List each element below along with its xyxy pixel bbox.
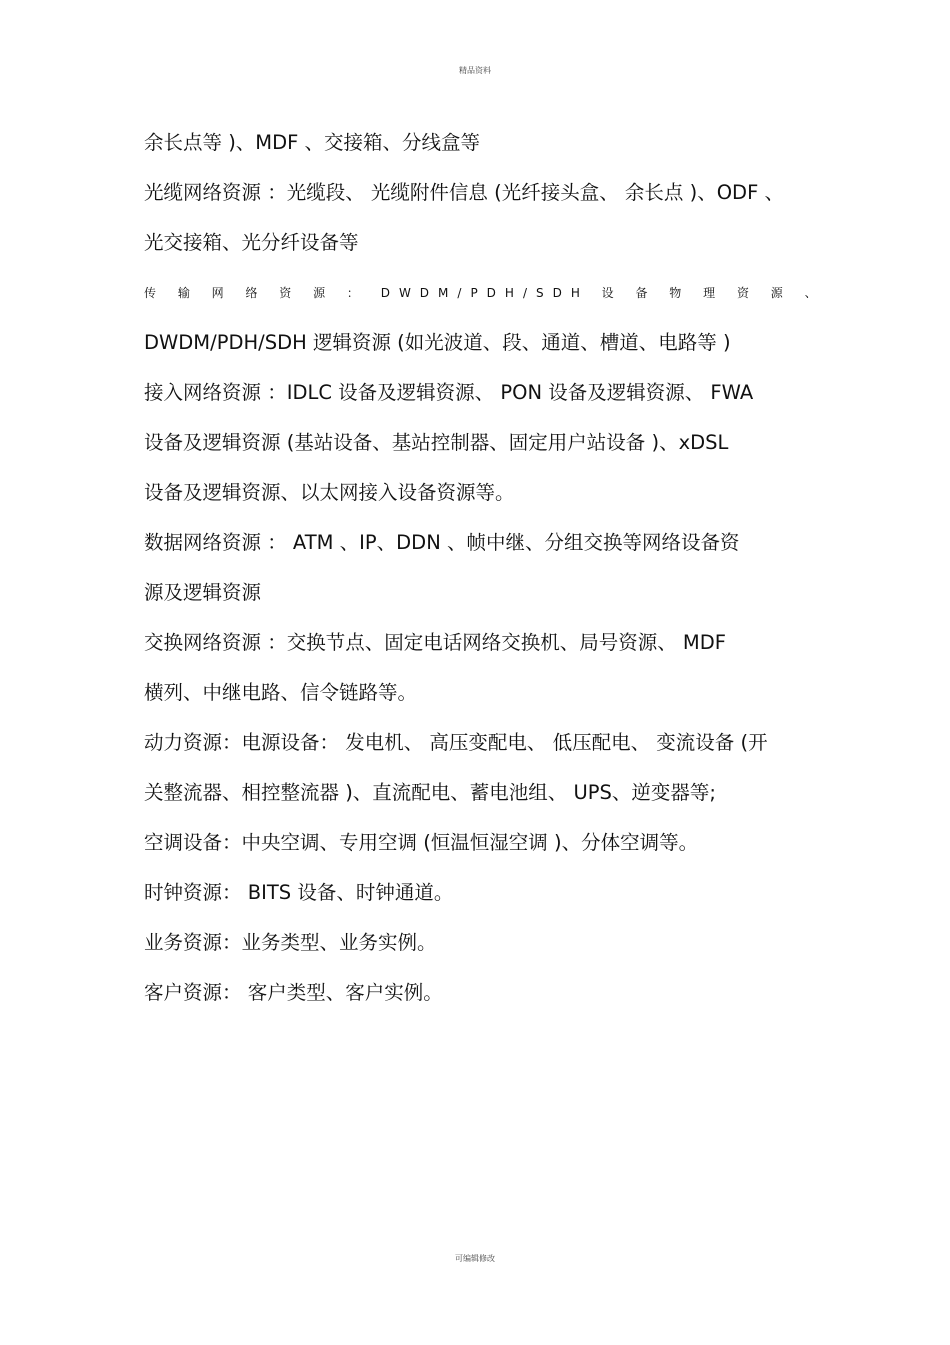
text-line: 横列、中继电路、信令链路等。 xyxy=(144,681,418,704)
text-line: 设备及逻辑资源 (基站设备、基站控制器、固定用户站设备 )、xDSL xyxy=(144,431,729,454)
text-line: 交换网络资源 ：交换节点、固定电话网络交换机、局号资源、 MDF xyxy=(144,631,726,654)
text-line: 光交接箱、光分纤设备等 xyxy=(144,231,359,254)
text-line: 动力资源：电源设备： 发电机、 高压变配电、 低压配电、 变流设备 (开 xyxy=(144,731,768,754)
text-line: 关整流器、相控整流器 )、直流配电、蓄电池组、 UPS、逆变器等; xyxy=(144,781,716,804)
text-line: 空调设备：中央空调、专用空调 (恒温恒湿空调 )、分体空调等。 xyxy=(144,831,699,854)
text-line: 接入网络资源 ：IDLC 设备及逻辑资源、 PON 设备及逻辑资源、 FWA xyxy=(144,381,754,404)
text-line: 业务资源：业务类型、业务实例。 xyxy=(144,931,437,954)
text-line: 源及逻辑资源 xyxy=(144,581,262,604)
page-footer: 可编辑修改 xyxy=(455,1254,495,1263)
document-body xyxy=(144,128,824,1028)
text-line: 时钟资源： BITS 设备、时钟通道。 xyxy=(144,881,454,904)
text-line: 光缆网络资源 ：光缆段、 光缆附件信息 (光纤接头盒、 余长点 )、ODF 、 xyxy=(144,181,784,204)
text-line: 客户资源： 客户类型、客户实例。 xyxy=(144,981,443,1004)
text-line: 数据网络资源 ： ATM 、IP、DDN 、帧中继、分组交换等网络设备资 xyxy=(144,531,740,554)
text-line: DWDM/PDH/SDH 逻辑资源 (如光波道、段、通道、槽道、电路等 ) xyxy=(144,331,731,354)
text-line: 传 输 网 络 资 源 ： DWDM/PDH/SDH 设 备 物 理 资 源 、 xyxy=(144,286,826,300)
text-line: 余长点等 )、MDF 、交接箱、分线盒等 xyxy=(144,131,481,154)
page-header: 精品资料 xyxy=(459,66,491,75)
text-line: 设备及逻辑资源、以太网接入设备资源等。 xyxy=(144,481,515,504)
